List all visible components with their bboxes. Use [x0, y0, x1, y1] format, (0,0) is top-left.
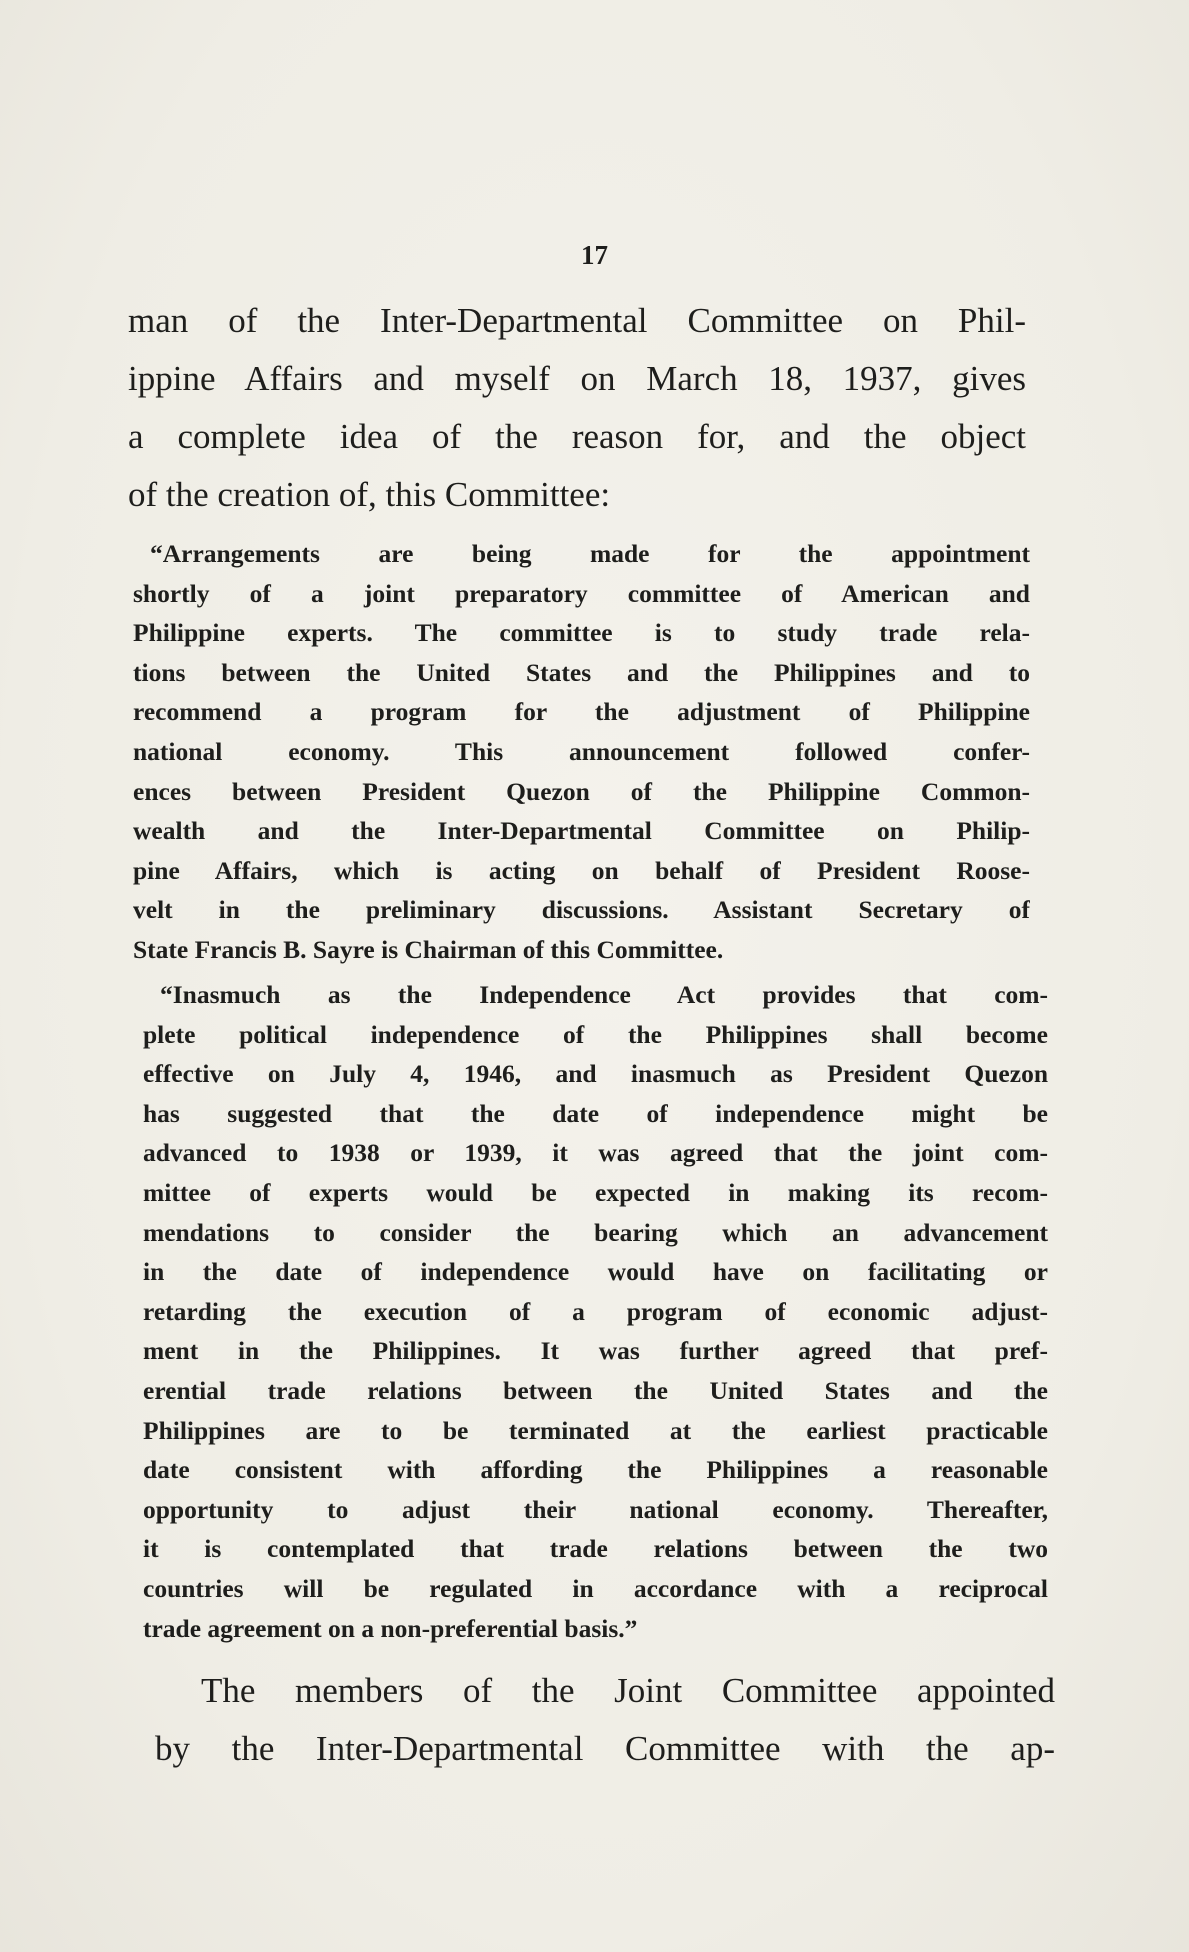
text-line: shortly of a joint preparatory committee of American and [133, 578, 1030, 608]
text-line: pine Affairs, which is acting on behalf of President Roose- [133, 855, 1030, 885]
text-line: recommend a program for the adjustment of Philippine [133, 697, 1030, 727]
text-line: plete political independence of the Philippines shall become [143, 1019, 1048, 1049]
outro-paragraph [155, 1662, 1055, 1778]
text-line: by the Inter-Departmental Committee with the ap- [155, 1729, 1055, 1768]
text-line: ippine Affairs and myself on March 18, 1937, gives [128, 359, 1026, 398]
text-line: erential trade relations between the United States and the [143, 1375, 1048, 1405]
text-line: in the date of independence would have on facilitating or [143, 1257, 1048, 1287]
text-line: State Francis B. Sayre is Chairman of this Committee. [133, 934, 724, 964]
text-line: velt in the preliminary discussions. Assistant Secretary of [133, 895, 1030, 925]
text-line: The members of the Joint Committee appointed [201, 1671, 1055, 1710]
text-line: tions between the United States and the Philippines and to [133, 657, 1030, 687]
text-line: Philippines are to be terminated at the earliest practicable [143, 1415, 1048, 1445]
text-line: mendations to consider the bearing which an advancement [143, 1217, 1048, 1247]
intro-paragraph [128, 292, 1026, 524]
text-line: it is contemplated that trade relations between the two [143, 1534, 1048, 1564]
text-line: a complete idea of the reason for, and the object [128, 417, 1026, 456]
quote-paragraph-1 [133, 534, 1030, 970]
text-line: trade agreement on a non-preferential basis.” [143, 1613, 638, 1643]
text-line: “Arrangements are being made for the appointment [150, 539, 1030, 568]
text-line: opportunity to adjust their national economy. Thereafter, [143, 1494, 1048, 1524]
text-line: man of the Inter-Departmental Committee on Phil- [128, 301, 1026, 340]
text-line: effective on July 4, 1946, and inasmuch as President Quezon [143, 1059, 1048, 1089]
text-line: date consistent with affording the Philippines a reasonable [143, 1455, 1048, 1485]
text-line: ment in the Philippines. It was further agreed that pref- [143, 1336, 1048, 1366]
page-number: 17 [581, 240, 608, 270]
text-line: has suggested that the date of independence might be [143, 1098, 1048, 1128]
text-line: “Inasmuch as the Independence Act provides that com- [160, 980, 1048, 1009]
text-line: retarding the execution of a program of economic adjust- [143, 1296, 1048, 1326]
text-line: countries will be regulated in accordance with a reciprocal [143, 1573, 1048, 1603]
text-line: advanced to 1938 or 1939, it was agreed that the joint com- [143, 1138, 1048, 1168]
text-line: national economy. This announcement followed confer- [133, 736, 1030, 766]
text-line: mittee of experts would be expected in making its recom- [143, 1177, 1048, 1207]
text-line: wealth and the Inter-Departmental Committee on Philip- [133, 816, 1030, 846]
text-line: ences between President Quezon of the Philippine Common- [133, 776, 1030, 806]
text-line: of the creation of, this Committee: [128, 475, 611, 514]
text-line: Philippine experts. The committee is to study trade rela- [133, 618, 1030, 648]
quote-paragraph-2 [143, 975, 1048, 1648]
